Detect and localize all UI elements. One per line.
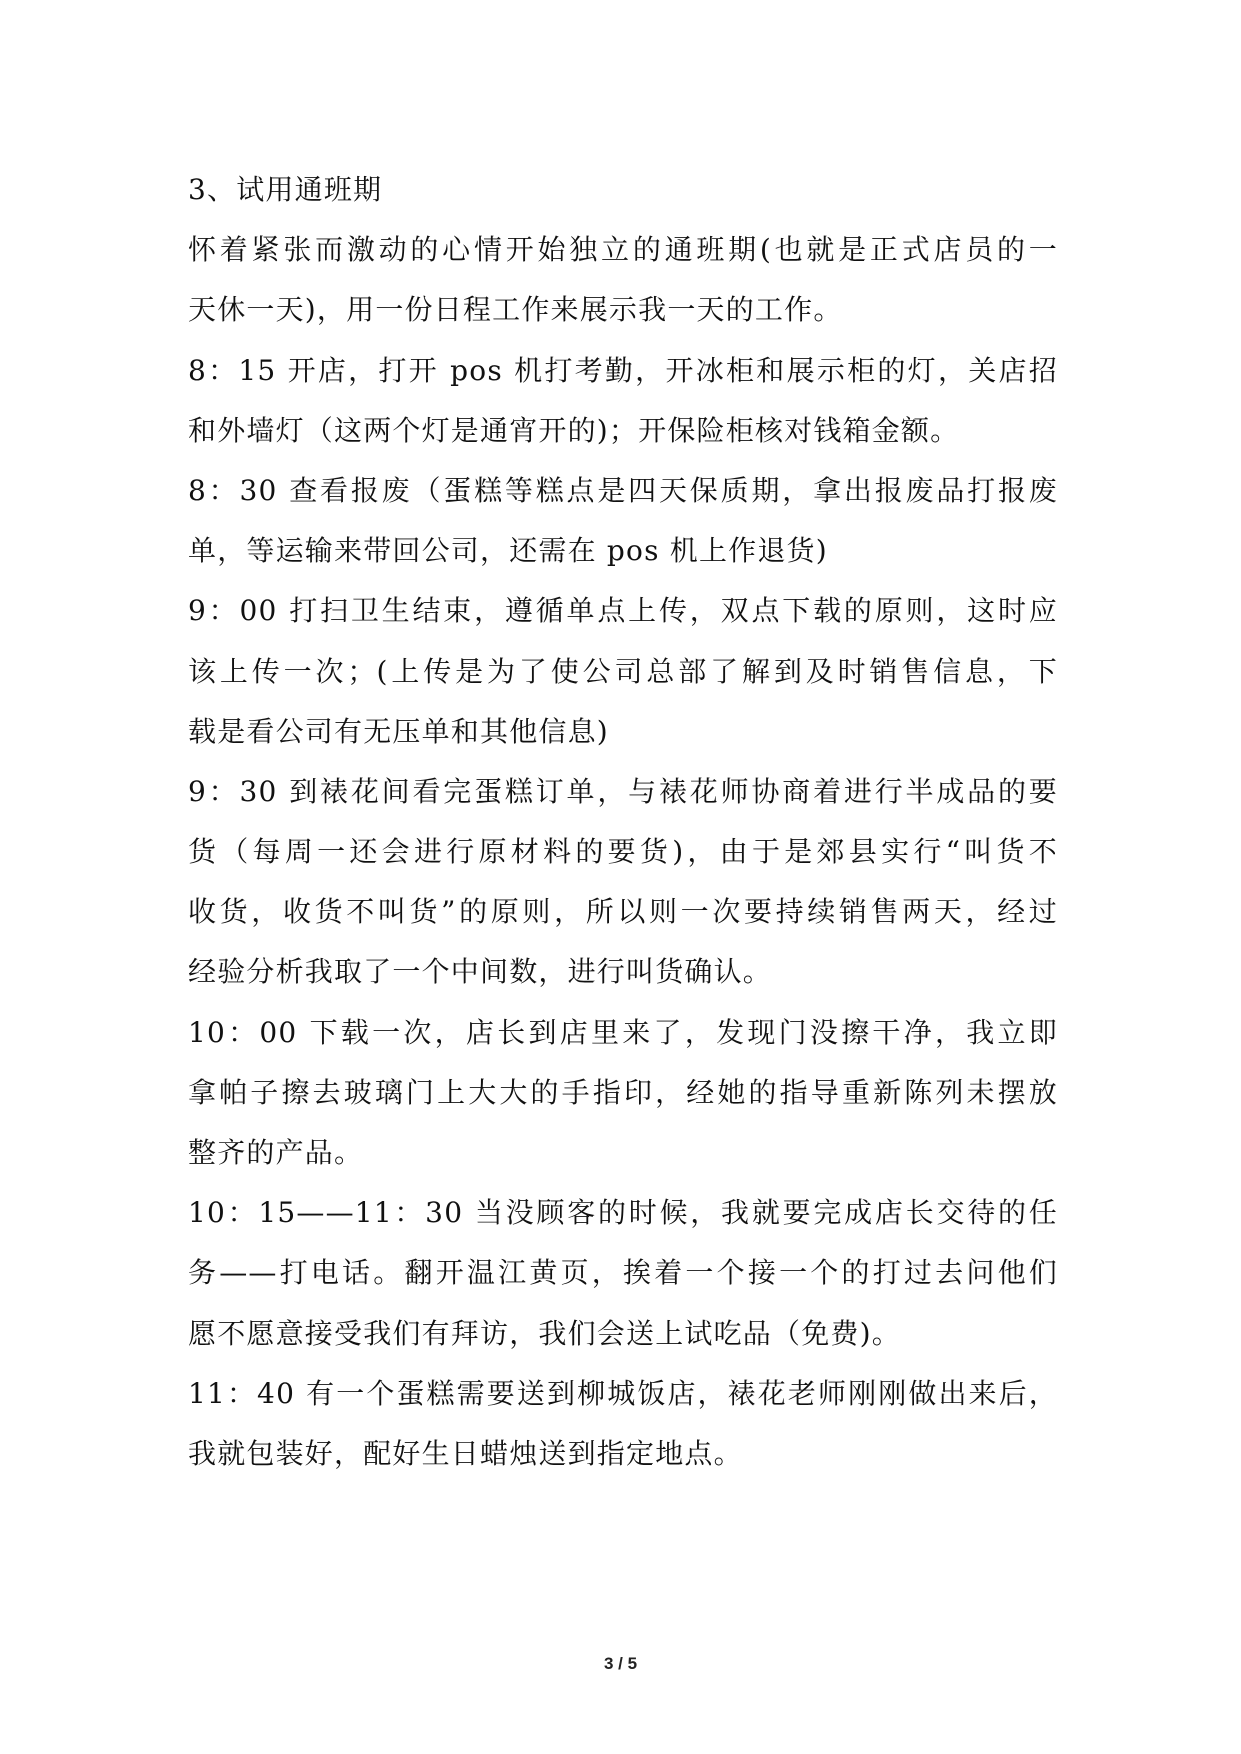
text-line: 天休一天)，用一份日程工作来展示我一天的工作。 <box>188 293 843 327</box>
text-line: 9：00 打扫卫生结束，遵循单点上传，双点下载的原则，这时应 <box>188 594 1058 628</box>
section-heading: 3、试用通班期 <box>188 173 383 206</box>
text-line: 货（每周一还会进行原材料的要货)，由于是郊县实行“叫货不 <box>188 835 1058 869</box>
text-line: 经验分析我取了一个中间数，进行叫货确认。 <box>188 955 773 989</box>
text-line: 拿帕子擦去玻璃门上大大的手指印，经她的指导重新陈列未摆放 <box>188 1075 1058 1109</box>
text-line: 我就包装好，配好生日蜡烛送到指定地点。 <box>188 1436 743 1470</box>
text-line: 9：30 到裱花间看完蛋糕订单，与裱花师协商着进行半成品的要 <box>188 774 1058 808</box>
page-number: 3 / 5 <box>603 1654 638 1673</box>
document-body <box>188 160 1058 1484</box>
text-line: 10：15——11：30 当没顾客的时候，我就要完成店长交待的任 <box>188 1196 1058 1230</box>
text-line: 单，等运输来带回公司，还需在 pos 机上作退货) <box>188 534 828 568</box>
text-line: 务——打电话。翻开温江黄页，挨着一个接一个的打过去问他们 <box>188 1256 1058 1290</box>
text-line: 该上传一次；(上传是为了使公司总部了解到及时销售信息，下 <box>188 654 1058 688</box>
text-line: 愿不愿意接受我们有拜访，我们会送上试吃品（免费)。 <box>188 1316 901 1350</box>
text-line: 怀着紧张而激动的心情开始独立的通班期(也就是正式店员的一 <box>188 233 1058 267</box>
text-line: 8：30 查看报废（蛋糕等糕点是四天保质期，拿出报废品打报废 <box>188 473 1058 507</box>
text-line: 收货，收货不叫货”的原则，所以则一次要持续销售两天，经过 <box>188 895 1058 929</box>
text-line: 8：15 开店，打开 pos 机打考勤，开冰柜和展示柜的灯，关店招 <box>188 353 1058 387</box>
text-line: 11：40 有一个蛋糕需要送到柳城饭店，裱花老师刚刚做出来后， <box>188 1376 1058 1410</box>
text-line: 和外墙灯（这两个灯是通宵开的)；开保险柜核对钱箱金额。 <box>188 413 960 447</box>
text-line: 载是看公司有无压单和其他信息) <box>188 714 609 748</box>
text-line: 10：00 下载一次，店长到店里来了，发现门没擦干净，我立即 <box>188 1015 1058 1049</box>
text-line: 整齐的产品。 <box>188 1136 364 1169</box>
